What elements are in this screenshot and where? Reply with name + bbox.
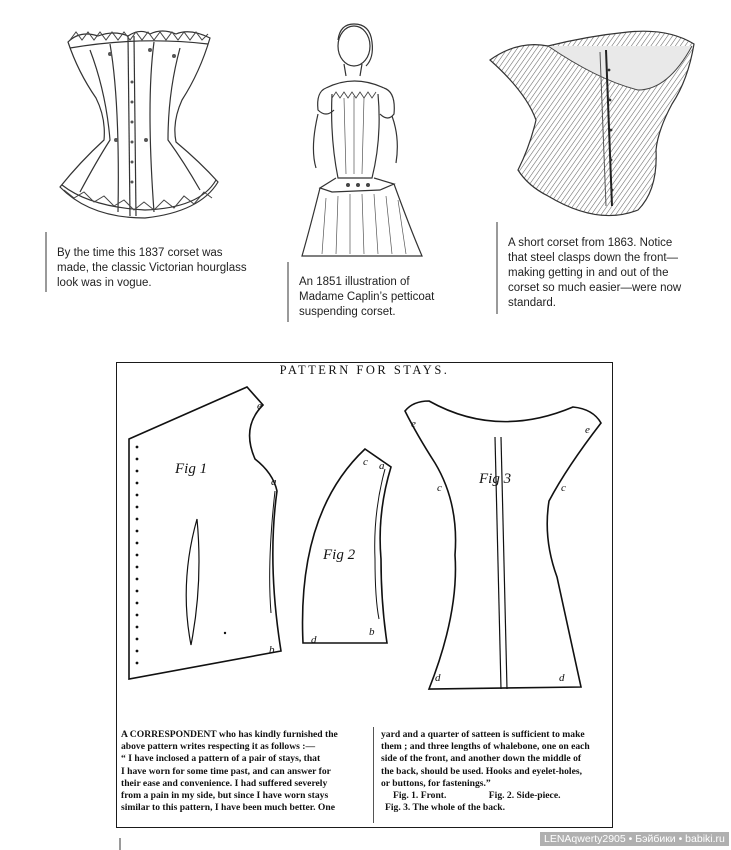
- letter-e: e: [257, 400, 262, 412]
- text-line: yard and a quarter of satteen is sufficient to make: [381, 729, 585, 740]
- letter-b: b: [369, 626, 375, 638]
- text-line: above pattern writes respecting it as follows :—: [121, 741, 316, 753]
- column-divider: [373, 727, 374, 823]
- caption-line: By the time this 1837 corset was: [57, 247, 223, 259]
- text-line: A CORRESPONDENT who has kindly furnished the: [121, 729, 338, 740]
- caption-line: suspending corset.: [299, 306, 396, 318]
- bottom-rule: [119, 838, 121, 850]
- letter-d: d: [435, 672, 441, 684]
- text-line: “ I have inclosed a pattern of a pair of stays, that: [121, 753, 321, 765]
- caption-line: corset so much easier—were now: [508, 282, 682, 294]
- woman-1851-illustration: [296, 18, 426, 268]
- letter-e: e: [411, 418, 416, 430]
- caption-2-rule: [287, 262, 289, 322]
- watermark: LENAqwerty2905 • Бэйбики • babiki.ru: [540, 832, 729, 846]
- pattern-pieces-drawing: [117, 363, 611, 703]
- pattern-text-right-column: [381, 729, 590, 814]
- fig3-label: Fig 3: [479, 471, 512, 487]
- legend-fig2: Fig. 2. Side-piece.: [488, 790, 561, 802]
- text-line: side of the front, and another down the middle of: [381, 753, 582, 765]
- caption-1863-corset: [508, 236, 681, 311]
- fig2-label: Fig 2: [323, 547, 356, 563]
- letter-d: d: [311, 634, 317, 646]
- fig1-front-piece: [129, 387, 281, 679]
- caption-line: An 1851 illustration of: [299, 276, 410, 288]
- caption-line: A short corset from 1863. Notice: [508, 237, 673, 249]
- letter-a: a: [379, 460, 385, 472]
- letter-d: d: [559, 672, 565, 684]
- corset-1863-illustration: [488, 20, 698, 220]
- text-line: I have worn for some time past, and can answer for: [121, 765, 331, 777]
- caption-1851-illustration: [299, 275, 434, 320]
- text-line: them ; and three lengths of whalebone, one on each: [381, 741, 590, 753]
- text-line: similar to this pattern, I have been much better. One: [121, 802, 335, 814]
- legend-fig3: Fig. 3. The whole of the back.: [385, 802, 506, 814]
- letter-b: b: [269, 644, 275, 656]
- letter-c: c: [363, 456, 368, 468]
- fig1-gusset: [186, 519, 199, 645]
- caption-3-rule: [496, 222, 498, 314]
- legend-line: [381, 790, 590, 802]
- letter-a: a: [271, 476, 277, 488]
- pattern-for-stays-plate: [116, 362, 613, 828]
- pattern-text-left-column: [121, 729, 338, 814]
- letter-e: e: [585, 424, 590, 436]
- text-line: or buttons, for fastenings.”: [381, 777, 491, 789]
- legend-fig1: Fig. 1. Front.: [393, 790, 447, 802]
- caption-line: that steel clasps down the front—: [508, 252, 679, 264]
- text-line: their ease and convenience. I had suffered severely: [121, 777, 328, 789]
- caption-line: made, the classic Victorian hourglass: [57, 262, 247, 274]
- letter-c: c: [437, 482, 442, 494]
- caption-line: making getting in and out of the: [508, 267, 669, 279]
- text-line: the back, should be used. Hooks and eyelet-holes,: [381, 765, 582, 777]
- caption-1-rule: [45, 232, 47, 292]
- caption-1837-corset: [57, 246, 247, 291]
- fig1-label: Fig 1: [175, 461, 208, 477]
- caption-line: Madame Caplin’s petticoat: [299, 291, 435, 303]
- corset-1837-illustration: [50, 22, 230, 232]
- pattern-title: PATTERN FOR STAYS.: [279, 363, 450, 377]
- caption-line: look was in vogue.: [57, 277, 152, 289]
- caption-line: standard.: [508, 297, 556, 309]
- text-line: from a pain in my side, but since I have worn stays: [121, 790, 329, 802]
- letter-c: c: [561, 482, 566, 494]
